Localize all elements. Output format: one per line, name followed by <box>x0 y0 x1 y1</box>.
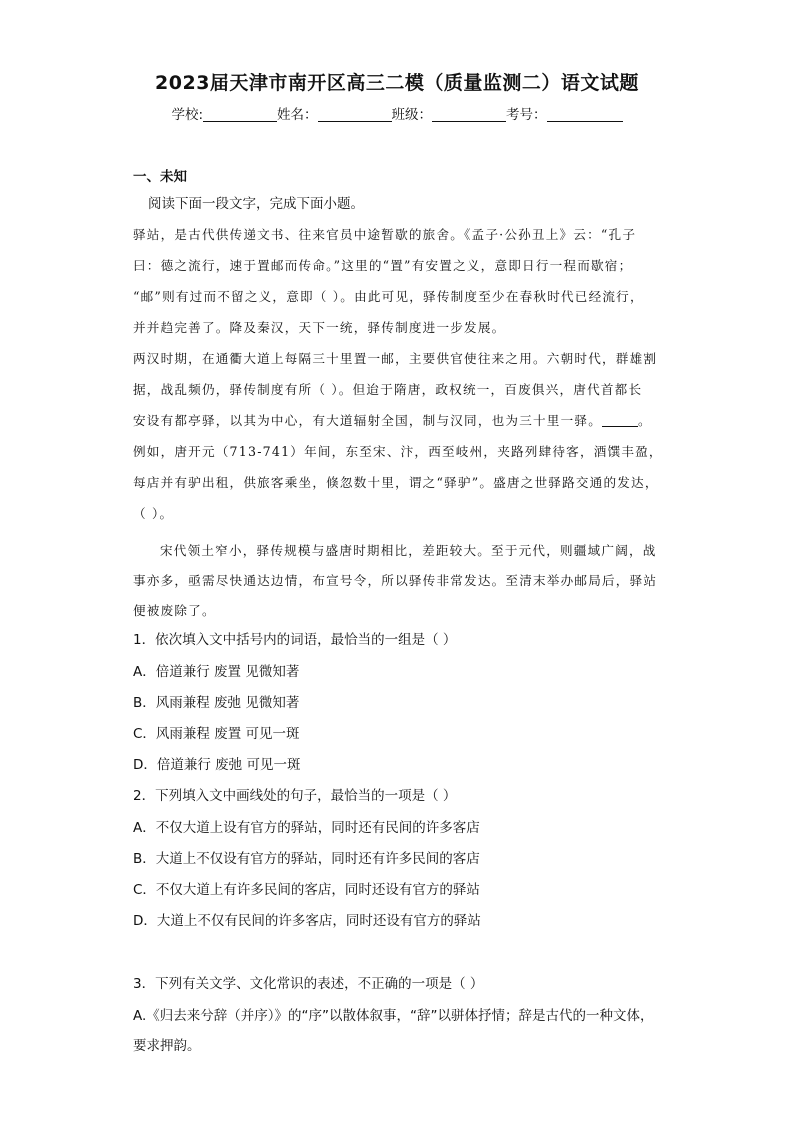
name-label: 姓名： <box>277 107 318 123</box>
answer-option-d[interactable]: D．大道上不仅有民间的许多客店，同时还设有官方的驿站 <box>133 913 481 929</box>
passage-line: “邮”则有过而不留之义，意即（ ）。由此可见，驿传制度至少在春秋时代已经流行， <box>133 289 644 304</box>
passage-line: 宋代领土窄小，驿传规模与盛唐时期相比，差距较大。至于元代，则疆域广阔，战 <box>160 543 657 558</box>
answer-option-c[interactable]: C．风雨兼程 废置 可见一斑 <box>133 726 300 742</box>
passage-period: 。 <box>638 413 652 428</box>
reading-instruction: 阅读下面一段文字，完成下面小题。 <box>148 196 364 212</box>
passage-line: 事亦多，亟需尽快通达边情，布宣号令，所以驿传非常发达。至清末举办邮局后，驿站 <box>133 573 658 588</box>
underline-blank <box>602 414 638 427</box>
page-title: 2023届天津市南开区高三二模（质量监测二）语文试题 <box>155 72 639 94</box>
passage-line: 并并趋完善了。降及秦汉，天下一统，驿传制度进一步发展。 <box>133 320 506 335</box>
answer-option-b[interactable]: B．大道上不仅设有官方的驿站，同时还有许多民间的客店 <box>133 851 480 867</box>
question-stem: 3．下列有关文学、文化常识的表述，不正确的一项是（ ） <box>133 976 484 992</box>
school-blank[interactable] <box>203 107 277 122</box>
answer-option-a[interactable]: A．倍道兼行 废置 见微知著 <box>133 664 300 680</box>
answer-option-b[interactable]: B．风雨兼程 废弛 见微知著 <box>133 695 300 711</box>
school-label: 学校: <box>171 107 204 123</box>
student-info-row <box>0 103 794 123</box>
section-heading: 一、未知 <box>133 169 187 185</box>
answer-option-d[interactable]: D．倍道兼行 废弛 可见一斑 <box>133 757 301 773</box>
question-stem: 1．依次填入文中括号内的词语，最恰当的一组是（ ） <box>133 632 457 648</box>
passage-line: 便被废除了。 <box>133 603 216 618</box>
question-stem: 2．下列填入文中画线处的句子，最恰当的一项是（ ） <box>133 788 457 804</box>
passage-text: 安设有都亭驿，以其为中心，有大道辐射全国，制与汉同，也为三十里一驿。 <box>133 413 602 428</box>
passage-line: 曰：德之流行，速于置邮而传命。”这里的“置”有安置之义，意即日行一程而歇宿； <box>133 258 633 273</box>
answer-option-a[interactable]: A.《归去来兮辞（并序）》的“序”以散体叙事，“辞”以骈体抒情；辞是古代的一种文体， <box>133 1008 654 1024</box>
passage-line: 两汉时期，在通衢大道上每隔三十里置一邮，主要供官使往来之用。六朝时代，群雄割 <box>133 351 658 366</box>
exam-number-blank[interactable] <box>547 107 623 122</box>
answer-option-a-continued: 要求押韵。 <box>133 1038 201 1054</box>
exam-number-label: 考号： <box>506 107 547 123</box>
passage-line: 驿站，是古代供传递文书、往来官员中途暂歇的旅舍。《孟子·公孙丑上》云：“孔子 <box>133 227 637 242</box>
passage-line: 据，战乱频仍，驿传制度有所（ ）。但迨于隋唐，政权统一，百废俱兴，唐代首都长 <box>133 382 643 397</box>
passage-line: 例如，唐开元（713-741）年间，东至宋、汴，西至岐州，夹路列肆待客，酒馔丰盈， <box>133 444 663 459</box>
answer-option-c[interactable]: C．不仅大道上有许多民间的客店，同时还设有官方的驿站 <box>133 882 480 898</box>
class-blank[interactable] <box>432 107 506 122</box>
passage-line-with-blank <box>133 410 652 429</box>
answer-option-a[interactable]: A．不仅大道上设有官方的驿站，同时还有民间的许多客店 <box>133 820 480 836</box>
passage-line: （ ）。 <box>133 506 174 521</box>
name-blank[interactable] <box>318 107 392 122</box>
passage-line: 每店并有驴出租，供旅客乘坐，倏忽数十里，谓之“驿驴”。盛唐之世驿路交通的发达， <box>133 475 659 490</box>
class-label: 班级： <box>391 107 433 123</box>
